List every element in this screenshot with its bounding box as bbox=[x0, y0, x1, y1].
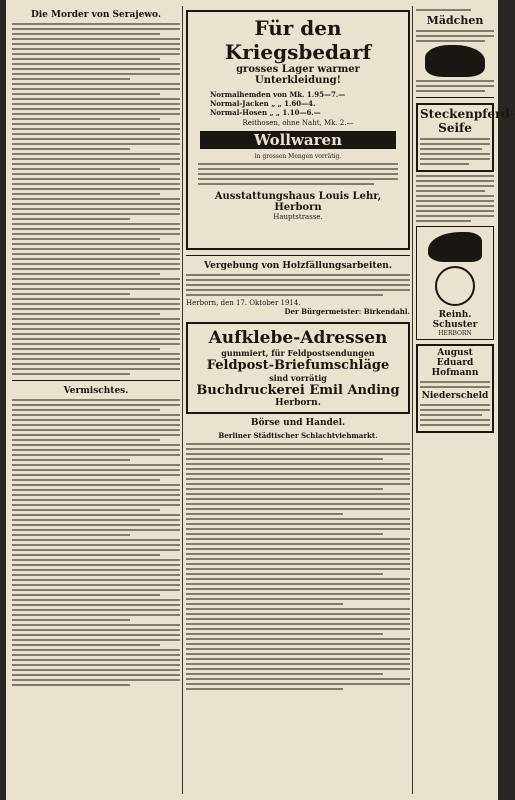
ad-kriegsbedarf-extra: Reithosen, ohne Naht, Mk. 2.— bbox=[242, 119, 354, 127]
section-title-vermischtes: Vermischtes. bbox=[63, 386, 129, 396]
ad-feldpost bbox=[186, 322, 410, 414]
column-rule bbox=[182, 6, 183, 794]
section-body-vermischtes bbox=[12, 399, 180, 686]
ad-hofmann bbox=[416, 344, 494, 433]
ad-schuster-place: HERBORN bbox=[438, 330, 472, 337]
ad-kriegsbedarf-line: Normalhemden von Mk. 1.95—7.— bbox=[210, 90, 346, 99]
ad-feldpost-line3: Feldpost-Briefumschläge bbox=[206, 358, 390, 373]
shoe-illustration bbox=[428, 232, 482, 262]
ad-kriegsbedarf-title: Für den Kriegsbedarf bbox=[224, 16, 372, 64]
ad-feldpost-line6: Herborn. bbox=[275, 398, 321, 408]
right-column bbox=[416, 6, 515, 794]
ad-kriegsbedarf bbox=[186, 10, 410, 250]
ad-kriegsbedarf-street: Hauptstrasse. bbox=[273, 213, 323, 221]
market-table bbox=[186, 443, 410, 690]
middle-column bbox=[186, 6, 410, 794]
market-subtitle: Berliner Städtischer Schlachtviehmarkt. bbox=[218, 431, 378, 440]
market-title: Börse und Handel. bbox=[250, 418, 346, 428]
ad-feldpost-line5: Buchdruckerei Emil Anding bbox=[196, 383, 400, 398]
column-divider bbox=[416, 97, 494, 98]
ad-kriegsbedarf-wool-sub: in grossen Mengen vorrätig. bbox=[254, 153, 342, 160]
ad-maedchen bbox=[416, 9, 494, 42]
ad-schuster-title: Reinh. Schuster bbox=[432, 310, 478, 330]
ad-kriegsbedarf-body bbox=[198, 163, 398, 185]
column-rule bbox=[412, 6, 413, 794]
ad-feldpost-line4: sind vorrätig bbox=[269, 373, 327, 383]
notice-holz-sign: Der Bürgermeister: Birkendahl. bbox=[284, 307, 410, 316]
ad-kriegsbedarf-wool-title: Wollwaren bbox=[200, 131, 396, 149]
left-column bbox=[12, 6, 180, 794]
ad-kriegsbedarf-subtitle: grosses Lager warmer Unterkleidung! bbox=[236, 64, 360, 86]
notice-holz-body bbox=[186, 274, 410, 296]
ad-horse-body bbox=[416, 80, 494, 92]
horse-illustration bbox=[425, 45, 485, 77]
ad-steckenpferd-title: Steckenpferd-Seife bbox=[420, 107, 515, 135]
ad-items-list bbox=[416, 175, 494, 222]
ad-kriegsbedarf-store: Ausstattungshaus Louis Lehr, Herborn bbox=[214, 191, 382, 213]
notice-holz-title: Vergebung von Holzfällungsarbeiten. bbox=[204, 261, 392, 271]
notice-holz-place: Herborn, den 17. Oktober 1914. bbox=[186, 299, 301, 307]
ad-hofmann-title: August Eduard Hofmann bbox=[431, 348, 479, 378]
newspaper-page bbox=[6, 0, 515, 800]
column-divider bbox=[186, 255, 410, 256]
ad-schuster bbox=[416, 226, 494, 340]
column-divider bbox=[12, 380, 180, 381]
price-seal bbox=[435, 266, 475, 306]
article-title-serajewo: Die Morder von Serajewo. bbox=[30, 10, 162, 20]
ad-steckenpferd bbox=[416, 103, 515, 172]
ad-kriegsbedarf-line: Normal-Hosen „ „ 1.10—6.— bbox=[210, 108, 321, 117]
ad-hofmann-place: Niederscheld bbox=[421, 391, 489, 401]
ad-feldpost-line1: Aufklebe-Adressen bbox=[208, 328, 388, 348]
ad-kriegsbedarf-line: Normal-Jacken „ „ 1.60—4. bbox=[210, 99, 316, 108]
ad-feldpost-line2: gummiert, für Feldpostsendungen bbox=[221, 348, 375, 358]
ad-maedchen-title: Mädchen bbox=[426, 14, 484, 27]
article-body-serajewo bbox=[12, 23, 180, 375]
